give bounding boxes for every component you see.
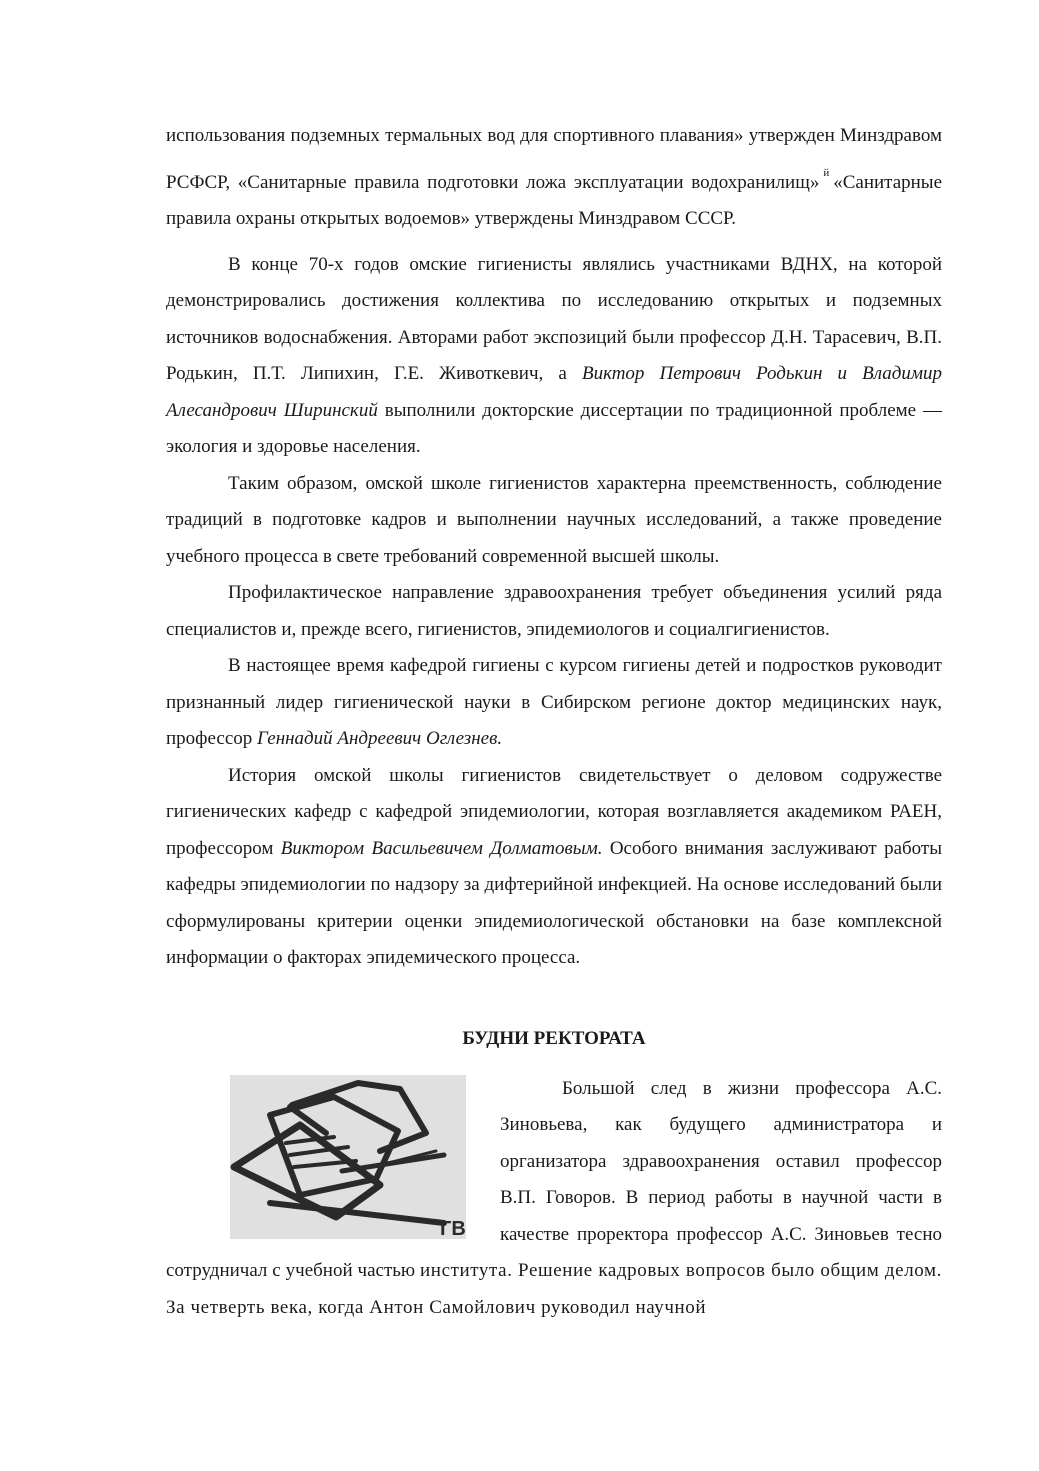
section-body [166,1071,942,1327]
section-paragraph-text-b: института. Решение кадровых вопросов было общим делом. За четверть века, когда Антон Самойлович руководил научной [166,1260,942,1318]
papers-illustration [230,1075,466,1239]
paragraph-5-italic-name: Геннадий Андреевич Оглезнев. [257,728,503,749]
paragraph-6-text-a: История омской школы гигиенистов свидетельствует о деловом содружестве гигиенических кафедр с кафедрой эпидемиологии, которая возглавляется академиком РАЕН, профессором [166,764,942,859]
paragraph-2-text-a: В конце 70-х годов омские гигиенисты являлись участниками ВДНХ, на которой демонстрировались достижения коллектива по исследованию открытых и подземных источников водоснабжения. Авторами работ экспозиций были профессор Д.Н. Тарасевич, В.П. Родькин, П.Т. Липихин, Г.Е. Животкевич, а [166,253,942,384]
paragraph-2-text-b: выполнили докторские диссертации по традиционной проблеме — экология и здоровье населения. [166,399,942,457]
paragraph-6-text-b: Особого внимания заслуживают работы кафедры эпидемиологии по надзору за дифтерийной инфекцией. На основе исследований были сформулированы критерии оценки эпидемиологической обстановки на базе комплексной информации о факторах эпидемического процесса. [166,837,943,968]
paragraph-2-italic-names: Виктор Петрович Родькин и Владимир Алесандрович Ширинский [166,363,942,421]
paragraph-3: Таким образом, омской школе гигиенистов характерна преемственность, соблюдение традиций в подготовке кадров и выполнении научных исследований, а также проведение учебного процесса в свете требований современной высшей школы. [166,472,942,567]
paragraph-4: Профилактическое направление здравоохранения требует объединения усилий ряда специалистов и, прежде всего, гигиенистов, эпидемиологов и социалгигиенистов. [166,582,942,640]
monogram-text: ГВ [440,1217,466,1239]
paragraph-1 [166,118,942,238]
paragraph-5 [166,648,942,758]
paragraph-1-text: использования подземных термальных вод для спортивного плавания» утвержден Минздравом РСФСР, «Санитарные правила подготовки ложа эксплуатации водохранилищ» [166,125,942,193]
paragraph-6 [166,758,942,977]
document-page [166,118,942,1326]
paragraph-1-end: «Санитарные правила охраны открытых водоемов» утверждены Минздравом СССР. [166,171,942,229]
paragraph-5-text: В настоящее время кафедрой гигиены с курсом гигиены детей и подростков руководит признанный лидер гигиенической науки в Сибирском регионе доктор медицинских наук, профессор [166,655,942,749]
paragraph-2 [166,247,942,466]
superscript-mark: й [823,166,830,179]
section-paragraph-text-a: Большой след в жизни профессора А.С. Зиновьева, как будущего администратора и организатора здравоохранения оставил профессор В.П. Говоров. В период работы в научной части в качестве проректора профессор А.С. Зиновьев тесно сотрудничал с учебной частью [166,1077,942,1281]
paragraph-6-italic-name: Виктором Васильевичем Долматовым. [280,837,603,859]
papers-sketch-icon [230,1075,466,1239]
section-heading: БУДНИ РЕКТОРАТА [462,1027,646,1049]
